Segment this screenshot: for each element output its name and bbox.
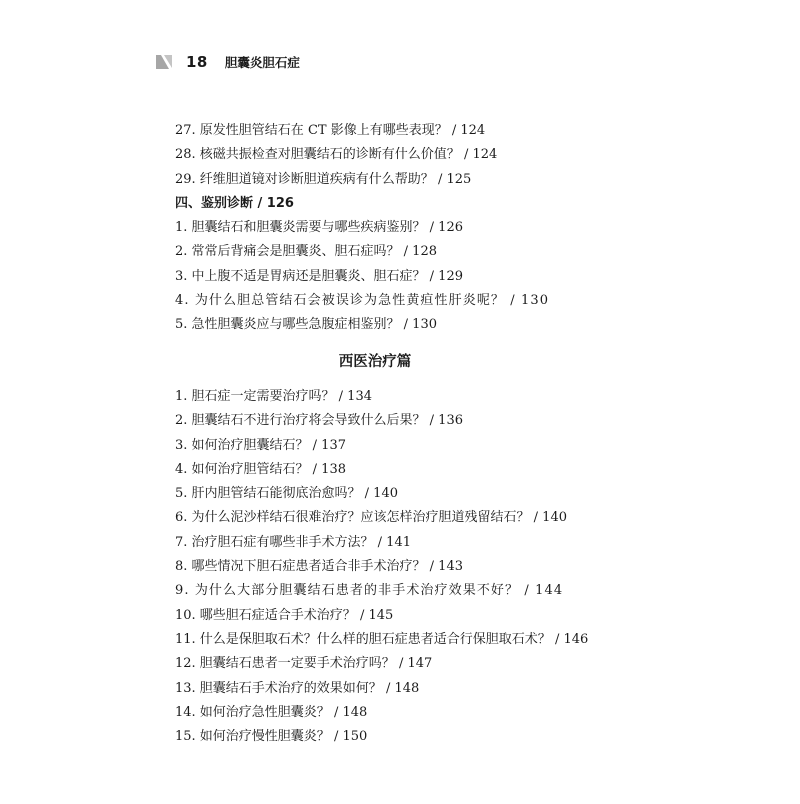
toc-entry: 5. 急性胆囊炎应与哪些急腹症相鉴别？ / 130	[175, 317, 437, 333]
toc-block-western-treatment	[175, 385, 605, 749]
toc-entry: 12. 胆囊结石患者一定要手术治疗吗？ / 147	[175, 656, 433, 672]
toc-entry: 8. 哪些情况下胆石症患者适合非手术治疗？ / 143	[175, 559, 463, 575]
toc-entry: 11. 什么是保胆取石术？什么样的胆石症患者适合行保胆取石术？ / 146	[175, 631, 589, 647]
book-title: 胆囊炎胆石症	[224, 55, 300, 70]
toc-entry: 9. 为什么大部分胆囊结石患者的非手术治疗效果不好？ / 144	[175, 583, 564, 599]
toc-entry: 13. 胆囊结石手术治疗的效果如何？ / 148	[175, 680, 420, 696]
corner-triangle-icon	[156, 55, 172, 69]
toc-entry: 3. 如何治疗胆囊结石？ / 137	[175, 437, 346, 453]
toc-entry: 6. 为什么泥沙样结石很难治疗？应该怎样治疗胆道残留结石？ / 140	[175, 510, 567, 526]
toc-block-differential	[175, 119, 605, 338]
toc-entry: 29. 纤维胆道镜对诊断胆道疾病有什么帮助？ / 125	[175, 171, 472, 187]
toc-entry: 2. 常常后背痛会是胆囊炎、胆石症吗？ / 128	[175, 244, 437, 260]
toc-entry: 28. 核磁共振检查对胆囊结石的诊断有什么价值？ / 124	[175, 147, 498, 163]
running-header	[156, 52, 300, 72]
chapter-heading: 西医治疗篇	[338, 354, 412, 370]
toc-entry: 4. 为什么胆总管结石会被误诊为急性黄疸性肝炎呢？ / 130	[175, 293, 550, 309]
toc-entry: 4. 如何治疗胆管结石？ / 138	[175, 461, 346, 477]
section-heading: 四、鉴别诊断 / 126	[175, 195, 294, 211]
toc-entry: 3. 中上腹不适是胃病还是胆囊炎、胆石症？ / 129	[175, 268, 463, 284]
toc-entry: 10. 哪些胆石症适合手术治疗？ / 145	[175, 607, 394, 623]
toc-entry: 1. 胆石症一定需要治疗吗？ / 134	[175, 389, 372, 404]
toc-entry: 15. 如何治疗慢性胆囊炎？ / 150	[175, 729, 368, 745]
toc-entry: 14. 如何治疗急性胆囊炎？ / 148	[175, 704, 368, 720]
toc-entry: 7. 治疗胆石症有哪些非手术方法？ / 141	[175, 534, 411, 550]
page-number: 18	[186, 53, 208, 71]
toc-entry: 5. 肝内胆管结石能彻底治愈吗？ / 140	[175, 486, 398, 502]
toc-entry: 2. 胆囊结石不进行治疗将会导致什么后果？ / 136	[175, 413, 463, 429]
toc-entry: 1. 胆囊结石和胆囊炎需要与哪些疾病鉴别？ / 126	[175, 220, 463, 236]
toc-entry: 27. 原发性胆管结石在 CT 影像上有哪些表现？ / 124	[175, 123, 486, 138]
